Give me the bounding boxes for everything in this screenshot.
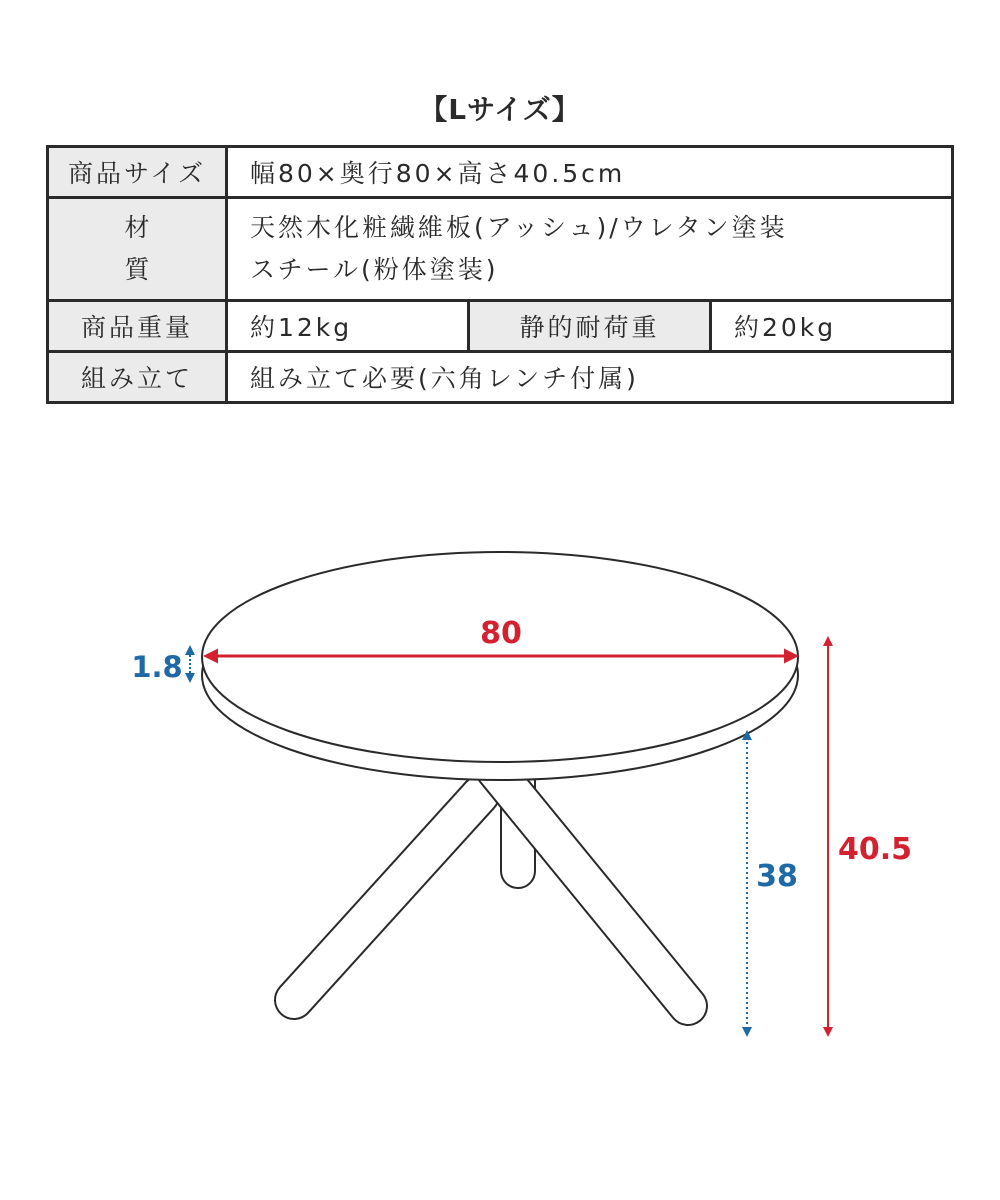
spec-row-assembly <box>48 352 953 403</box>
material-line-1: 天然木化粧繊維板(アッシュ)/ウレタン塗装 <box>250 213 788 242</box>
weight-value: 約12kg <box>227 301 469 352</box>
size-value: 幅80×奥行80×高さ40.5cm <box>227 147 953 198</box>
load-label: 静的耐荷重 <box>469 301 711 352</box>
material-value <box>227 198 953 301</box>
weight-label: 商品重量 <box>48 301 227 352</box>
material-label: 材 質 <box>48 198 227 301</box>
size-label: 商品サイズ <box>48 147 227 198</box>
size-title: 【Lサイズ】 <box>419 93 581 126</box>
assembly-value: 組み立て必要(六角レンチ付属) <box>227 352 953 403</box>
width-dim-label: 80 <box>480 616 522 651</box>
assembly-label: 組み立て <box>48 352 227 403</box>
load-value: 約20kg <box>711 301 953 352</box>
spec-row-material <box>48 198 953 301</box>
spec-row-weight <box>48 301 953 352</box>
left-leg-fill <box>294 795 480 1000</box>
spec-row-size <box>48 147 953 198</box>
height-dim-label: 40.5 <box>837 832 913 867</box>
spec-table <box>46 145 954 404</box>
material-line-2: スチール(粉体塗装) <box>250 255 499 284</box>
clearance-dim-label: 38 <box>756 859 798 894</box>
table-diagram <box>0 480 1000 1100</box>
thickness-dim-label: 1.8 <box>131 650 183 684</box>
